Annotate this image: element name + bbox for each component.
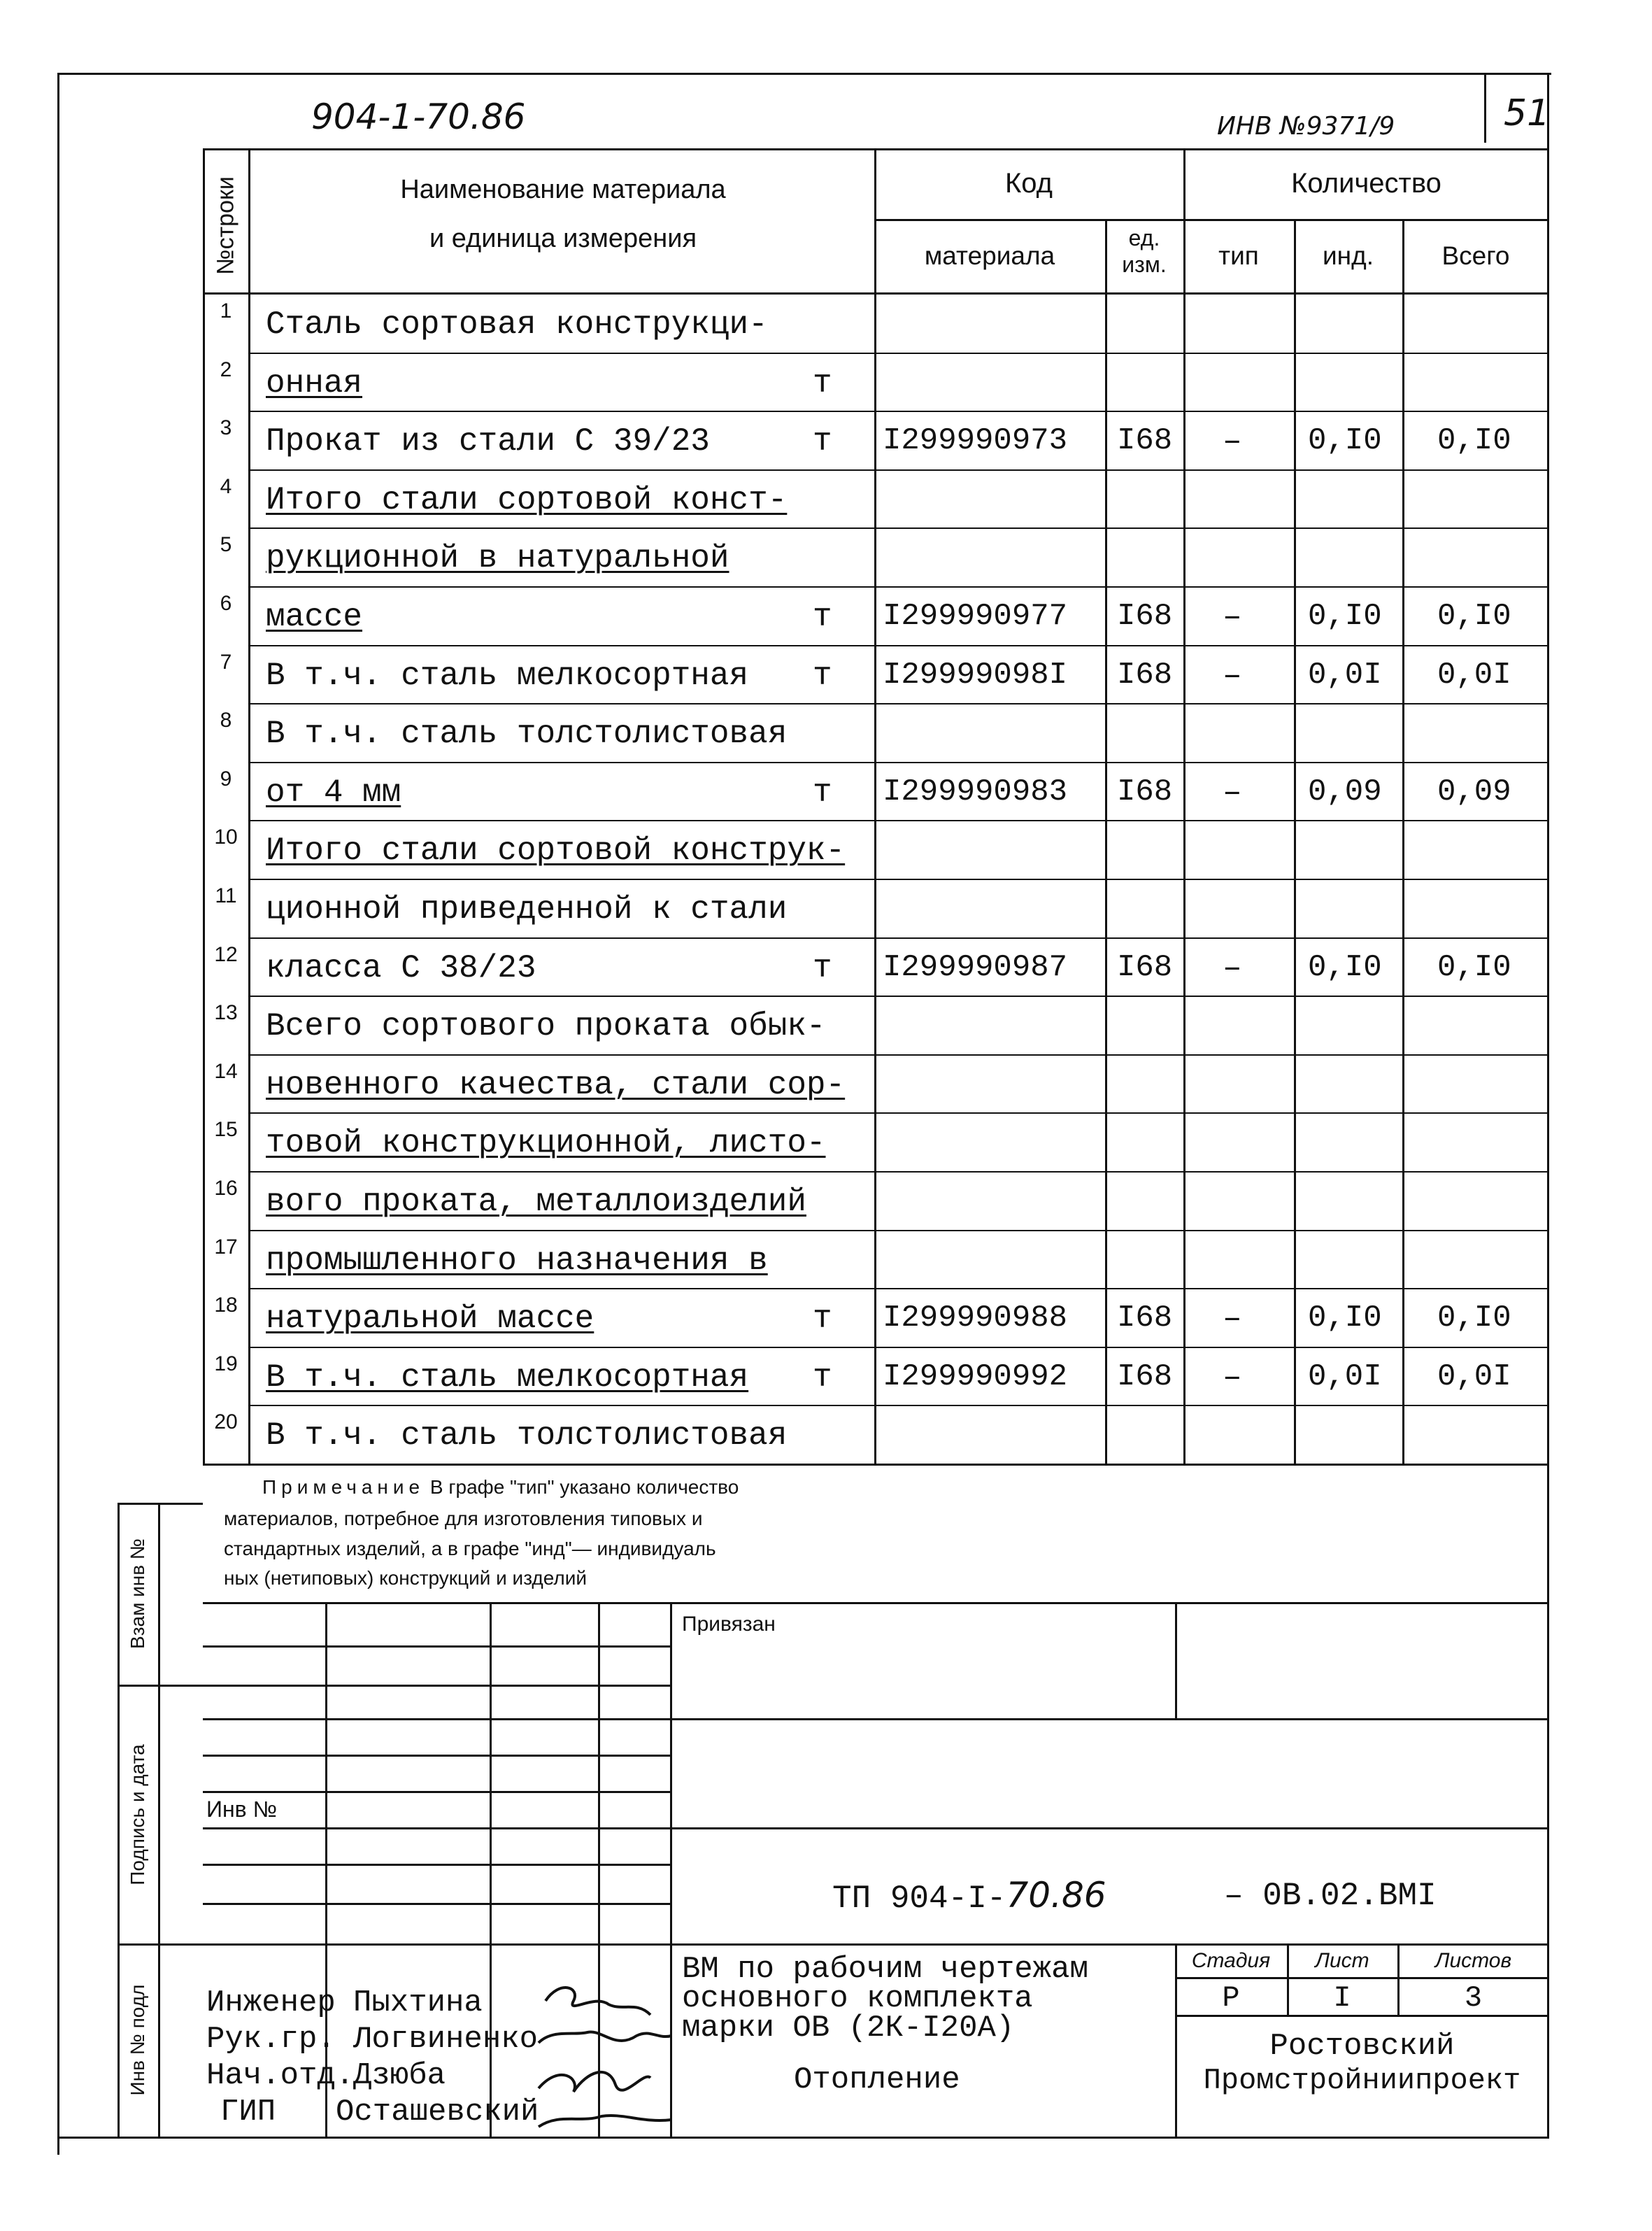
signer-name: Логвиненко — [353, 2022, 539, 2057]
header-material: материала — [924, 241, 1055, 270]
row-name: рукционной в натуральной — [266, 540, 729, 577]
row-name: натуральной массе — [266, 1301, 594, 1338]
frame-bottom-edge — [57, 2137, 1549, 2139]
row-divider — [248, 703, 1549, 704]
org-line1: Ростовский — [1269, 2029, 1455, 2064]
row-number: 1 — [220, 299, 232, 323]
row-type: – — [1223, 949, 1242, 986]
header-name-line2: и единица измерения — [429, 224, 697, 253]
row-name: класса С 38/23 — [266, 949, 536, 986]
row-unit-code: I68 — [1117, 949, 1173, 985]
note-title: Примечание — [262, 1476, 425, 1498]
row-number: 14 — [214, 1059, 238, 1083]
designation-hand: 70.86 — [1006, 1875, 1106, 1915]
tb-row-b — [203, 1685, 670, 1687]
tb-row-a — [203, 1645, 670, 1648]
row-type: – — [1223, 774, 1242, 811]
row-number: 7 — [220, 650, 232, 674]
side-col-split-1 — [118, 1685, 203, 1687]
tb-row-j — [1175, 1977, 1549, 1979]
designation-suffix: – 0В.02.ВМI — [1224, 1878, 1437, 1914]
row-name: новенного качества, стали сор- — [266, 1066, 846, 1103]
row-number: 15 — [214, 1118, 238, 1142]
signature-scribbles — [532, 1973, 699, 2141]
row-material-code: I299990988 — [883, 1301, 1068, 1336]
row-material-code: I299990973 — [883, 423, 1068, 459]
stage-value: Р — [1222, 1981, 1240, 2015]
row-ind: 0,0I — [1308, 1359, 1382, 1394]
sheet-value: I — [1333, 1981, 1351, 2015]
side-col-inner — [158, 1503, 160, 2137]
tb-row-c — [203, 1718, 1549, 1720]
row-unit-code: I68 — [1117, 423, 1173, 459]
header-total: Всего — [1441, 241, 1510, 270]
row-divider — [248, 1347, 1549, 1348]
header-mid-line — [874, 219, 1549, 221]
row-divider — [248, 1405, 1549, 1406]
note-line-3: стандартных изделий, а в графе "инд"— индивидуаль — [224, 1538, 716, 1559]
row-number: 10 — [214, 826, 238, 849]
header-qty-group: Количество — [1291, 168, 1441, 199]
doc-title-line1: ВМ по рабочим чертежам — [682, 1952, 1088, 1987]
row-ind: 0,I0 — [1308, 1301, 1382, 1336]
row-unit: т — [813, 423, 832, 460]
signer-role: Рук.гр. — [206, 2022, 336, 2057]
row-number: 11 — [215, 884, 237, 907]
header-unit-line1: ед. — [1128, 225, 1160, 250]
row-unit-code: I68 — [1117, 657, 1173, 693]
row-material-code: I299990977 — [883, 599, 1068, 634]
row-unit: т — [813, 1359, 832, 1396]
row-total: 0,0I — [1437, 657, 1511, 693]
row-unit: т — [813, 657, 832, 694]
doc-title-line3: марки ОВ (2К-I20А) — [682, 2011, 1015, 2046]
header-ind: инд. — [1323, 241, 1374, 270]
col-line-rownum — [248, 148, 250, 1466]
row-divider — [248, 353, 1549, 354]
col-line-qty — [1183, 148, 1185, 1466]
org-line2: Промстройниипроект — [1203, 2064, 1521, 2097]
row-divider — [248, 1112, 1549, 1114]
inv-no-label: Инв № — [206, 1797, 277, 1822]
doc-title-line2: основного комплекта — [682, 1981, 1033, 2016]
sheets-label: Листов — [1434, 1949, 1512, 1972]
row-material-code: I299990983 — [883, 774, 1068, 809]
row-number: 5 — [220, 533, 232, 557]
row-number: 2 — [220, 357, 232, 381]
row-name: В т.ч. сталь толстолистовая — [266, 1417, 788, 1454]
row-name: Итого стали сортовой конструк- — [266, 833, 846, 870]
signature-4 — [539, 2116, 671, 2127]
row-number: 18 — [214, 1294, 238, 1317]
row-divider — [248, 645, 1549, 646]
sheet-label: Лист — [1315, 1949, 1369, 1972]
tb-row-e — [203, 1791, 670, 1793]
header-row-no: №строки — [212, 176, 239, 275]
page-number-divider — [1484, 73, 1486, 143]
tb-col-privyazan — [1175, 1602, 1177, 1718]
side-col-split-2 — [118, 1943, 203, 1946]
row-divider — [248, 1230, 1549, 1231]
header-unit-line2: изм. — [1122, 252, 1167, 277]
col-line-ind — [1294, 219, 1296, 1466]
row-type: – — [1223, 423, 1242, 460]
inventory-number: ИНВ №9371/9 — [1217, 112, 1395, 141]
row-name: Всего сортового проката обык- — [266, 1008, 826, 1045]
side-col-outer — [118, 1503, 120, 2137]
tb-row-f — [203, 1827, 1549, 1829]
row-unit: т — [813, 774, 832, 811]
note-line-1-text: В графе "тип" указано количество — [429, 1476, 739, 1498]
header-type: тип — [1218, 241, 1259, 270]
signer-name: Дзюба — [353, 2058, 446, 2093]
privyazan-label: Привязан — [682, 1613, 776, 1636]
row-name: В т.ч. сталь толстолистовая — [266, 716, 788, 753]
row-number: 19 — [214, 1352, 238, 1375]
row-unit: т — [813, 949, 832, 986]
row-divider — [248, 879, 1549, 880]
page-number: 51 — [1504, 92, 1551, 134]
row-number: 4 — [220, 474, 232, 498]
row-divider — [248, 1288, 1549, 1289]
signature-2 — [539, 2032, 671, 2043]
row-ind: 0,I0 — [1308, 949, 1382, 985]
row-unit: т — [813, 1301, 832, 1338]
tb-row-i — [203, 1943, 1549, 1946]
row-divider — [248, 1054, 1549, 1056]
row-divider — [248, 469, 1549, 471]
row-number: 8 — [220, 709, 232, 732]
row-ind: 0,I0 — [1308, 423, 1382, 459]
stage-label: Стадия — [1191, 1949, 1271, 1972]
row-divider — [248, 411, 1549, 412]
row-divider — [248, 820, 1549, 821]
row-number: 16 — [214, 1177, 238, 1200]
row-total: 0,I0 — [1437, 423, 1511, 459]
header-name-line1: Наименование материала — [400, 175, 726, 204]
row-number: 12 — [214, 942, 238, 966]
row-type: – — [1223, 1301, 1242, 1338]
sheets-value: 3 — [1464, 1981, 1483, 2015]
signature-1 — [546, 1988, 650, 2015]
col-line-unit — [1105, 219, 1107, 1466]
row-material-code: I29999098I — [883, 657, 1068, 693]
row-type: – — [1223, 1359, 1242, 1396]
row-name: вого проката, металлоизделий — [266, 1184, 806, 1220]
side-label-podpis: Подпись и дата — [127, 1744, 148, 1885]
note-line-2: материалов, потребное для изготовления типовых и — [224, 1508, 703, 1529]
note-line-4: ных (нетиповых) конструкций и изделий — [224, 1567, 588, 1589]
row-name: массе — [266, 599, 363, 635]
designation-prefix: ТП 904-I- — [832, 1881, 1006, 1917]
row-total: 0,09 — [1437, 774, 1511, 809]
signer-role: ГИП — [220, 2095, 276, 2130]
doc-code-handwritten: 904-1-70.86 — [311, 97, 526, 137]
row-unit-code: I68 — [1117, 1301, 1173, 1336]
row-number: 20 — [214, 1410, 238, 1434]
row-name: Сталь сортовая конструкци- — [266, 306, 768, 343]
row-material-code: I299990992 — [883, 1359, 1068, 1394]
row-name: ционной приведенной к стали — [266, 891, 788, 928]
row-name: В т.ч. сталь мелкосортная — [266, 657, 749, 694]
row-name: Прокат из стали С 39/23 — [266, 423, 710, 460]
row-number: 17 — [214, 1235, 238, 1259]
row-number: 3 — [220, 416, 232, 440]
table-bottom-line — [203, 1464, 1549, 1466]
row-number: 13 — [214, 1001, 238, 1025]
signer-name: Осташевский — [336, 2095, 539, 2130]
row-divider — [248, 937, 1549, 939]
row-name: товой конструкционной, листо- — [266, 1125, 826, 1162]
row-unit: т — [813, 599, 832, 635]
row-type: – — [1223, 599, 1242, 635]
note-line-1 — [262, 1476, 739, 1499]
tb-top — [203, 1602, 1549, 1604]
tb-row-k — [1175, 2015, 1549, 2017]
doc-title-line4: Отопление — [794, 2062, 960, 2097]
row-name: В т.ч. сталь мелкосортная — [266, 1359, 749, 1396]
row-divider — [248, 527, 1549, 529]
row-total: 0,I0 — [1437, 1301, 1511, 1336]
row-unit: т — [813, 364, 832, 402]
signature-3 — [539, 2072, 650, 2092]
row-ind: 0,I0 — [1308, 599, 1382, 634]
signer-name: Пыхтина — [353, 1985, 483, 2020]
side-label-vzam: Взам инв № — [127, 1538, 148, 1649]
row-type: – — [1223, 657, 1242, 694]
tb-row-g — [203, 1864, 670, 1866]
row-name: онная — [266, 364, 363, 402]
row-number: 6 — [220, 592, 232, 615]
row-divider — [248, 762, 1549, 763]
row-unit-code: I68 — [1117, 1359, 1173, 1394]
signer-role: Инженер — [206, 1985, 336, 2020]
col-line-total — [1402, 219, 1404, 1466]
row-ind: 0,09 — [1308, 774, 1382, 809]
row-total: 0,I0 — [1437, 599, 1511, 634]
row-number: 9 — [220, 767, 232, 791]
row-total: 0,I0 — [1437, 949, 1511, 985]
row-total: 0,0I — [1437, 1359, 1511, 1394]
designation — [832, 1875, 1106, 1917]
row-divider — [248, 996, 1549, 997]
row-unit-code: I68 — [1117, 774, 1173, 809]
row-divider — [248, 586, 1549, 588]
side-label-inv-podl: Инв № подл — [127, 1984, 148, 2096]
tb-row-d — [203, 1755, 670, 1757]
row-unit-code: I68 — [1117, 599, 1173, 634]
row-name: Итого стали сортовой конст- — [266, 481, 788, 518]
row-name: промышленного назначения в — [266, 1242, 768, 1279]
header-code-group: Код — [1004, 168, 1053, 199]
row-ind: 0,0I — [1308, 657, 1382, 693]
side-col-top — [118, 1503, 203, 1505]
col-line-left — [203, 148, 205, 1466]
tb-row-h — [203, 1903, 670, 1905]
row-material-code: I299990987 — [883, 949, 1068, 985]
row-name: от 4 мм — [266, 774, 401, 811]
col-line-code — [874, 148, 876, 1466]
row-divider — [248, 1171, 1549, 1173]
signer-role: Нач.отд. — [206, 2058, 355, 2093]
